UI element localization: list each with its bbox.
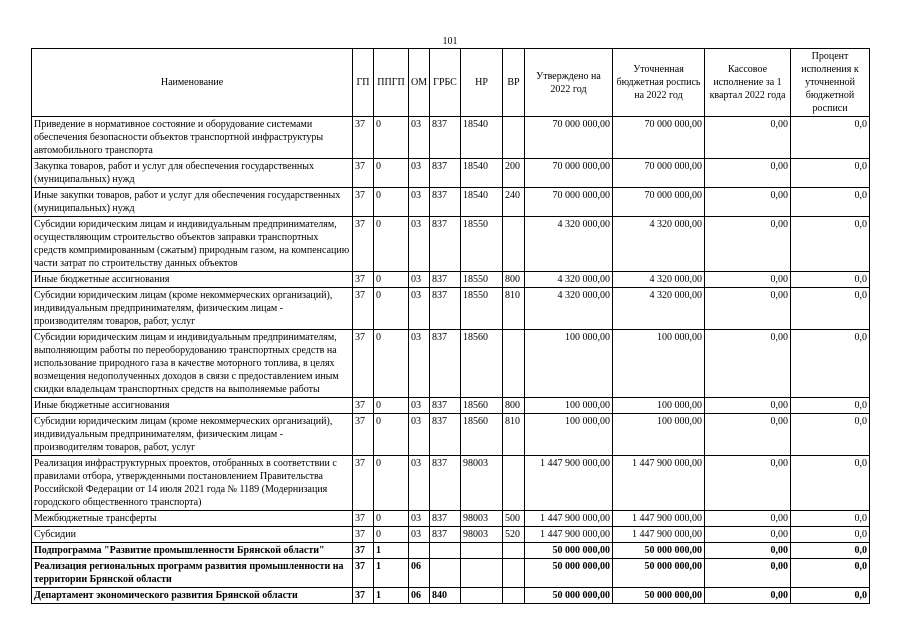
row-refined: 1 447 900 000,00 — [613, 511, 705, 527]
row-grbs: 837 — [430, 159, 461, 188]
header-ppgp: ППГП — [374, 49, 409, 117]
row-refined: 70 000 000,00 — [613, 159, 705, 188]
row-approved: 1 447 900 000,00 — [525, 456, 613, 511]
row-gp: 37 — [353, 414, 374, 456]
row-ppgp: 0 — [374, 159, 409, 188]
row-name: Реализация региональных программ развития промышленности на территории Брянской области — [32, 559, 353, 588]
row-ppgp: 0 — [374, 288, 409, 330]
row-grbs — [430, 543, 461, 559]
row-name: Департамент экономического развития Брянской области — [32, 588, 353, 604]
header-gp: ГП — [353, 49, 374, 117]
table-row — [32, 588, 870, 604]
row-approved: 50 000 000,00 — [525, 559, 613, 588]
row-name: Субсидии юридическим лицам (кроме некоммерческих организаций), индивидуальным предпринимателям, физическим лицам - производителям товаров, работ, услуг — [32, 288, 353, 330]
row-cash: 0,00 — [705, 330, 791, 398]
table-row — [32, 117, 870, 159]
row-name: Субсидии юридическим лицам и индивидуальным предпринимателям, осуществляющим строительство объектов заправки транспортных средств компримированным (сжатым) природным газом, на компенсацию части затрат по строительству данных объектов — [32, 217, 353, 272]
row-percent: 0,0 — [791, 188, 870, 217]
row-name: Субсидии — [32, 527, 353, 543]
row-vr: 520 — [503, 527, 525, 543]
row-om: 03 — [409, 272, 430, 288]
table-row — [32, 272, 870, 288]
row-approved: 4 320 000,00 — [525, 288, 613, 330]
row-approved: 1 447 900 000,00 — [525, 527, 613, 543]
row-name: Иные бюджетные ассигнования — [32, 272, 353, 288]
row-cash: 0,00 — [705, 414, 791, 456]
budget-table — [31, 48, 870, 604]
header-percent: Процент исполнения к уточненной бюджетной росписи — [791, 49, 870, 117]
row-cash: 0,00 — [705, 456, 791, 511]
row-grbs: 837 — [430, 398, 461, 414]
table-row — [32, 543, 870, 559]
row-grbs: 837 — [430, 117, 461, 159]
row-refined: 50 000 000,00 — [613, 559, 705, 588]
row-om: 03 — [409, 159, 430, 188]
row-cash: 0,00 — [705, 511, 791, 527]
row-ppgp: 0 — [374, 511, 409, 527]
row-name: Межбюджетные трансферты — [32, 511, 353, 527]
row-cash: 0,00 — [705, 188, 791, 217]
row-ppgp: 1 — [374, 543, 409, 559]
row-percent: 0,0 — [791, 511, 870, 527]
row-grbs: 837 — [430, 511, 461, 527]
row-approved: 70 000 000,00 — [525, 188, 613, 217]
row-refined: 4 320 000,00 — [613, 217, 705, 272]
row-om: 03 — [409, 456, 430, 511]
row-vr — [503, 456, 525, 511]
row-ppgp: 0 — [374, 414, 409, 456]
table-row — [32, 398, 870, 414]
row-percent: 0,0 — [791, 559, 870, 588]
table-row — [32, 159, 870, 188]
row-nr — [461, 559, 503, 588]
row-cash: 0,00 — [705, 559, 791, 588]
row-approved: 100 000,00 — [525, 398, 613, 414]
header-om: ОМ — [409, 49, 430, 117]
table-row — [32, 511, 870, 527]
row-vr — [503, 588, 525, 604]
row-percent: 0,0 — [791, 456, 870, 511]
row-nr: 18550 — [461, 288, 503, 330]
row-grbs: 837 — [430, 456, 461, 511]
row-vr: 800 — [503, 398, 525, 414]
table-row — [32, 288, 870, 330]
row-gp: 37 — [353, 456, 374, 511]
row-gp: 37 — [353, 159, 374, 188]
row-approved: 100 000,00 — [525, 330, 613, 398]
row-approved: 4 320 000,00 — [525, 217, 613, 272]
row-percent: 0,0 — [791, 288, 870, 330]
row-gp: 37 — [353, 330, 374, 398]
row-cash: 0,00 — [705, 398, 791, 414]
row-ppgp: 0 — [374, 527, 409, 543]
row-grbs: 837 — [430, 414, 461, 456]
row-grbs: 837 — [430, 272, 461, 288]
row-om: 06 — [409, 559, 430, 588]
header-name: Наименование — [32, 49, 353, 117]
row-nr: 18540 — [461, 117, 503, 159]
row-vr: 200 — [503, 159, 525, 188]
header-cash: Кассовое исполнение за 1 квартал 2022 года — [705, 49, 791, 117]
row-approved: 50 000 000,00 — [525, 543, 613, 559]
row-name: Иные бюджетные ассигнования — [32, 398, 353, 414]
row-approved: 70 000 000,00 — [525, 159, 613, 188]
header-refined: Уточненная бюджетная роспись на 2022 год — [613, 49, 705, 117]
row-cash: 0,00 — [705, 217, 791, 272]
row-gp: 37 — [353, 188, 374, 217]
row-approved: 70 000 000,00 — [525, 117, 613, 159]
row-vr — [503, 559, 525, 588]
header-row — [32, 49, 870, 117]
row-percent: 0,0 — [791, 117, 870, 159]
row-nr — [461, 543, 503, 559]
row-vr — [503, 543, 525, 559]
row-cash: 0,00 — [705, 272, 791, 288]
row-om — [409, 543, 430, 559]
row-name: Субсидии юридическим лицам и индивидуальным предпринимателям, выполняющим работы по переоборудованию транспортных средств на использование природного газа в качестве моторного топлива, в целях возмещения недополученных доходов в связи с предоставлением иным скидки владельцам транспортных средств на выполняемые работы — [32, 330, 353, 398]
row-vr: 810 — [503, 414, 525, 456]
row-vr: 810 — [503, 288, 525, 330]
row-om: 03 — [409, 511, 430, 527]
row-ppgp: 1 — [374, 559, 409, 588]
row-om: 06 — [409, 588, 430, 604]
row-cash: 0,00 — [705, 117, 791, 159]
row-om: 03 — [409, 330, 430, 398]
row-gp: 37 — [353, 217, 374, 272]
header-grbs: ГРБС — [430, 49, 461, 117]
row-refined: 100 000,00 — [613, 398, 705, 414]
row-nr: 18560 — [461, 398, 503, 414]
row-ppgp: 0 — [374, 456, 409, 511]
header-approved: Утверждено на 2022 год — [525, 49, 613, 117]
row-percent: 0,0 — [791, 588, 870, 604]
row-ppgp: 0 — [374, 272, 409, 288]
row-approved: 100 000,00 — [525, 414, 613, 456]
row-vr: 240 — [503, 188, 525, 217]
row-gp: 37 — [353, 511, 374, 527]
row-gp: 37 — [353, 117, 374, 159]
row-nr: 18550 — [461, 217, 503, 272]
row-ppgp: 0 — [374, 330, 409, 398]
row-om: 03 — [409, 414, 430, 456]
row-cash: 0,00 — [705, 159, 791, 188]
row-nr: 18540 — [461, 188, 503, 217]
row-om: 03 — [409, 527, 430, 543]
row-refined: 4 320 000,00 — [613, 272, 705, 288]
row-name: Субсидии юридическим лицам (кроме некоммерческих организаций), индивидуальным предпринимателям, физическим лицам - производителям товаров, работ, услуг — [32, 414, 353, 456]
row-om: 03 — [409, 217, 430, 272]
row-refined: 4 320 000,00 — [613, 288, 705, 330]
row-cash: 0,00 — [705, 288, 791, 330]
row-gp: 37 — [353, 543, 374, 559]
table-row — [32, 188, 870, 217]
row-approved: 1 447 900 000,00 — [525, 511, 613, 527]
row-om: 03 — [409, 288, 430, 330]
row-grbs: 837 — [430, 288, 461, 330]
row-refined: 100 000,00 — [613, 414, 705, 456]
row-cash: 0,00 — [705, 543, 791, 559]
row-percent: 0,0 — [791, 217, 870, 272]
row-refined: 50 000 000,00 — [613, 588, 705, 604]
row-refined: 1 447 900 000,00 — [613, 456, 705, 511]
row-grbs: 837 — [430, 527, 461, 543]
row-ppgp: 0 — [374, 188, 409, 217]
row-grbs — [430, 559, 461, 588]
row-gp: 37 — [353, 288, 374, 330]
row-refined: 100 000,00 — [613, 330, 705, 398]
row-percent: 0,0 — [791, 414, 870, 456]
row-nr: 98003 — [461, 456, 503, 511]
table-row — [32, 217, 870, 272]
row-name: Иные закупки товаров, работ и услуг для обеспечения государственных (муниципальных) нужд — [32, 188, 353, 217]
row-name: Приведение в нормативное состояние и оборудование системами обеспечения безопасности объектов транспортной инфраструктуры автомобильного транспорта — [32, 117, 353, 159]
row-om: 03 — [409, 188, 430, 217]
row-nr: 18560 — [461, 414, 503, 456]
row-refined: 1 447 900 000,00 — [613, 527, 705, 543]
row-gp: 37 — [353, 272, 374, 288]
row-nr: 18540 — [461, 159, 503, 188]
row-refined: 70 000 000,00 — [613, 117, 705, 159]
row-grbs: 837 — [430, 217, 461, 272]
header-vr: ВР — [503, 49, 525, 117]
row-vr — [503, 117, 525, 159]
row-gp: 37 — [353, 559, 374, 588]
row-name: Подпрограмма "Развитие промышленности Брянской области" — [32, 543, 353, 559]
row-vr — [503, 330, 525, 398]
row-ppgp: 0 — [374, 117, 409, 159]
row-ppgp: 1 — [374, 588, 409, 604]
row-percent: 0,0 — [791, 543, 870, 559]
row-ppgp: 0 — [374, 398, 409, 414]
row-gp: 37 — [353, 588, 374, 604]
row-nr: 98003 — [461, 511, 503, 527]
row-nr: 98003 — [461, 527, 503, 543]
row-refined: 70 000 000,00 — [613, 188, 705, 217]
row-gp: 37 — [353, 398, 374, 414]
table-row — [32, 414, 870, 456]
row-om: 03 — [409, 117, 430, 159]
header-nr: НР — [461, 49, 503, 117]
row-nr — [461, 588, 503, 604]
row-approved: 50 000 000,00 — [525, 588, 613, 604]
row-vr: 500 — [503, 511, 525, 527]
page-number: 101 — [442, 36, 458, 47]
row-gp: 37 — [353, 527, 374, 543]
row-vr — [503, 217, 525, 272]
row-grbs: 837 — [430, 188, 461, 217]
row-name: Закупка товаров, работ и услуг для обеспечения государственных (муниципальных) нужд — [32, 159, 353, 188]
row-percent: 0,0 — [791, 527, 870, 543]
row-name: Реализация инфраструктурных проектов, отобранных в соответствии с правилами отбора, утвержденными постановлением Правительства Российской Федерации от 14 июля 2021 года № 1189 (Модернизация городского общественного транспорта) — [32, 456, 353, 511]
row-grbs: 840 — [430, 588, 461, 604]
row-ppgp: 0 — [374, 217, 409, 272]
row-vr: 800 — [503, 272, 525, 288]
row-approved: 4 320 000,00 — [525, 272, 613, 288]
row-om: 03 — [409, 398, 430, 414]
row-percent: 0,0 — [791, 272, 870, 288]
row-percent: 0,0 — [791, 398, 870, 414]
row-grbs: 837 — [430, 330, 461, 398]
row-percent: 0,0 — [791, 330, 870, 398]
row-cash: 0,00 — [705, 588, 791, 604]
row-cash: 0,00 — [705, 527, 791, 543]
row-percent: 0,0 — [791, 159, 870, 188]
table-row — [32, 559, 870, 588]
row-refined: 50 000 000,00 — [613, 543, 705, 559]
table-row — [32, 527, 870, 543]
row-nr: 18560 — [461, 330, 503, 398]
table-row — [32, 456, 870, 511]
row-nr: 18550 — [461, 272, 503, 288]
table-row — [32, 330, 870, 398]
